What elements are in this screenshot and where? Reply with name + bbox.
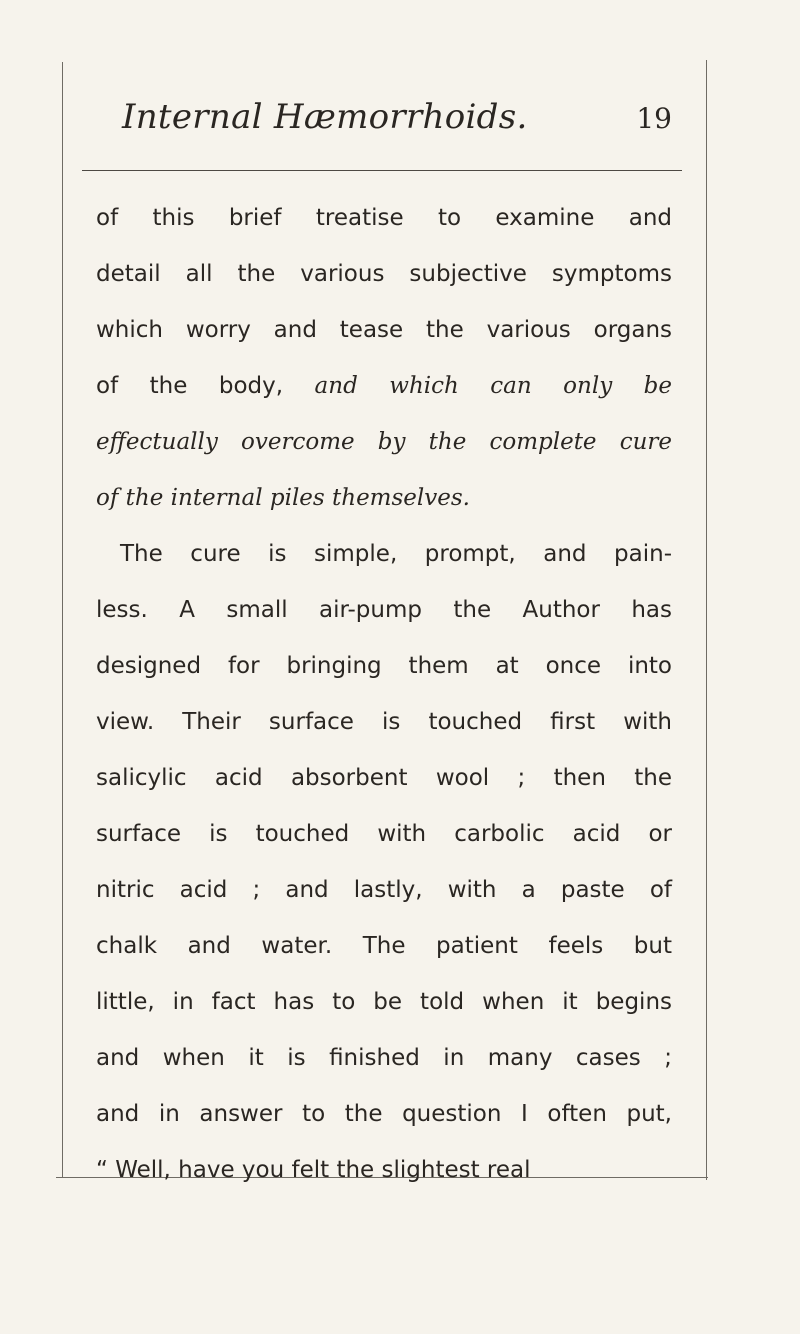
text-run: chalk and water. The patient feels but	[96, 933, 672, 959]
text-run: view. Their surface is touched first with	[96, 709, 672, 735]
emphasis-run: and which can only be	[314, 373, 673, 399]
text-run: The cure is simple, prompt, and pain-	[120, 541, 672, 567]
text-run: nitric acid ; and lastly, with a paste of	[96, 877, 672, 903]
page-number: 19	[636, 102, 672, 135]
text-run: surface is touched with carbolic acid or	[96, 821, 672, 847]
text-line	[96, 259, 672, 289]
text-run: and in answer to the question I often put,	[96, 1101, 672, 1127]
text-line	[96, 1043, 672, 1073]
text-run: little, in fact has to be told when it begins	[96, 989, 672, 1015]
text-line	[96, 203, 672, 233]
text-line	[96, 595, 672, 625]
text-run: designed for bringing them at once into	[96, 653, 672, 679]
text-run: “ Well, have you felt the slightest real	[96, 1157, 531, 1183]
emphasis-run: of the internal piles themselves.	[96, 485, 470, 511]
emphasis-run: effectually overcome by the complete cure	[96, 429, 672, 455]
header-rule	[82, 170, 682, 171]
text-line	[96, 707, 672, 737]
text-line	[96, 651, 672, 681]
text-run: and when it is finished in many cases ;	[96, 1045, 672, 1071]
text-line	[96, 931, 672, 961]
text-run: of this brief treatise to examine and	[96, 205, 672, 231]
text-line	[96, 819, 672, 849]
text-line	[96, 987, 672, 1017]
text-line	[96, 1155, 672, 1185]
text-run: of the body,	[96, 373, 315, 399]
text-line	[96, 763, 672, 793]
page-frame-left-edge	[62, 62, 63, 1177]
text-line	[96, 371, 672, 401]
text-run: detail all the various subjective symptoms	[96, 261, 672, 287]
text-line	[96, 1099, 672, 1129]
text-line	[96, 483, 672, 513]
text-line	[96, 427, 672, 457]
text-run: less. A small air-pump the Author has	[96, 597, 672, 623]
text-line	[96, 875, 672, 905]
page-frame-right-edge	[706, 60, 707, 1180]
running-head-title: Internal Hæmorrhoids.	[122, 97, 528, 137]
text-run: which worry and tease the various organs	[96, 317, 672, 343]
text-line	[96, 315, 672, 345]
text-line	[120, 539, 672, 569]
text-run: salicylic acid absorbent wool ; then the	[96, 765, 672, 791]
